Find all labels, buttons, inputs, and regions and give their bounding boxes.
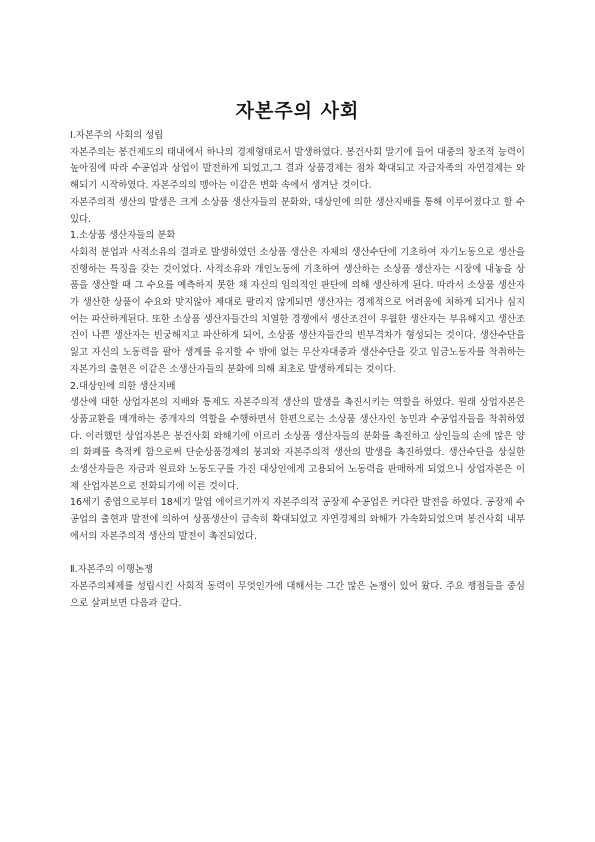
section-2-heading: Ⅱ.자본주의 이행논쟁 bbox=[70, 564, 154, 576]
subsection-2-heading: 2.대상인에 의한 생산지배 bbox=[70, 380, 176, 392]
document-body bbox=[70, 128, 525, 612]
section-spacer bbox=[70, 546, 525, 563]
subsection-2-paragraph-2: 16세기 중엽으로부터 18세기 말엽 에이르기까지 자본주의적 공장제 수공업은 커다란 발전을 하였다. 공장제 수공업의 출현과 발전에 의하여 상품생산이 급속히 확대되었고 자연경제의 와해가 가속화되었으며 봉건사회 내부에서의 자본주의적 생산의 발전이 촉진되었다. bbox=[70, 497, 525, 542]
section-1-paragraph-2: 자본주의적 생산의 발생은 크게 소상품 생산자들의 분화와, 대상인에 의한 생산지배를 통해 이루어졌다고 할 수 있다. bbox=[70, 196, 525, 225]
subsection-2-paragraph-1: 생산에 대한 상업자본의 지배와 통제도 자본주의적 생산의 발생을 촉진시키는 역할을 하였다. 원래 상업자본은 상품교환을 매개하는 중개자의 역할을 수행하면서 한편으로는 소상품 생산자인 농민과 수공업자들을 착취하였다. 이러했던 상업자본은 봉건사회 와해기에 이르러 소상품 생산자들의 분화를 촉진하고 상인들의 손에 많은 양의 화폐를 축적케 함으로써 단순상품경제의 붕괴와 자본주의적 생산의 발생을 촉진하였다. 생산수단을 상실한 소생산자들은 자금과 원료와 노동도구를 가진 대상인에게 고용되어 노동력을 판매하게 되었으니 상업자본은 이제 산업자본으로 전화되기에 이른 것이다. bbox=[70, 397, 525, 492]
subsection-1-paragraph: 사회적 분업과 사적소유의 결과로 발생하였던 소상품 생산은 자체의 생산수단에 기초하여 자기노동으로 생산을 진행하는 특징을 갖는 것이었다. 사적소유와 개인노동에 기초하여 생산하는 소상품 생산자는 시장에 내놓을 상품을 생산할 때 그 수요를 예측하지 못한 채 자신의 임의적인 판단에 의해 생산하게 된다. 따라서 소상품 생산자가 생산한 상품이 수요와 맞지않아 제대로 팔리지 않게되면 생산자는 경제적으로 어려움에 처하게 되거나 심지어는 파산하게된다. 또한 소상품 생산자들간의 치열한 경쟁에서 생산조건이 우월한 생산자는 부유해지고 생산조건이 나쁜 생산자는 빈궁해지고 파산하게 되어, 소상품 생산자들간의 빈부격차가 형성되는 것이다. 생산수단을 잃고 자신의 노동력을 팔아 생계를 유지할 수 밖에 없는 무산자대중과 생산수단을 갖고 임금노동자를 착취하는 자본가의 출현은 이같은 소생산자들의 분화에 의해 최초로 발생하게되는 것이다. bbox=[70, 246, 525, 375]
section-1-paragraph-1: 자본주의는 봉건제도의 태내에서 하나의 경제형태로서 발생하였다. 봉건사회 말기에 들어 대중의 창조적 능력이 높아짐에 따라 수공업과 상업이 발전하게 되었고,그 결과 상품경제는 점차 확대되고 자급자족의 자연경제는 와해되기 시작하였다. 자본주의의 맹아는 이같은 변화 속에서 생겨난 것이다. bbox=[70, 146, 525, 192]
section-1-heading: Ⅰ.자본주의 사회의 성립 bbox=[70, 130, 164, 141]
page-title: 자본주의 사회 bbox=[235, 100, 360, 122]
section-2-paragraph-1: 자본주의체제를 성립시킨 사회적 동력이 무엇인가에 대해서는 그간 많은 논쟁이 있어 왔다. 주요 쟁점들을 중심으로 살펴보면 다음과 같다. bbox=[70, 580, 525, 609]
subsection-1-heading: 1.소상품 생산자들의 분화 bbox=[70, 230, 176, 242]
